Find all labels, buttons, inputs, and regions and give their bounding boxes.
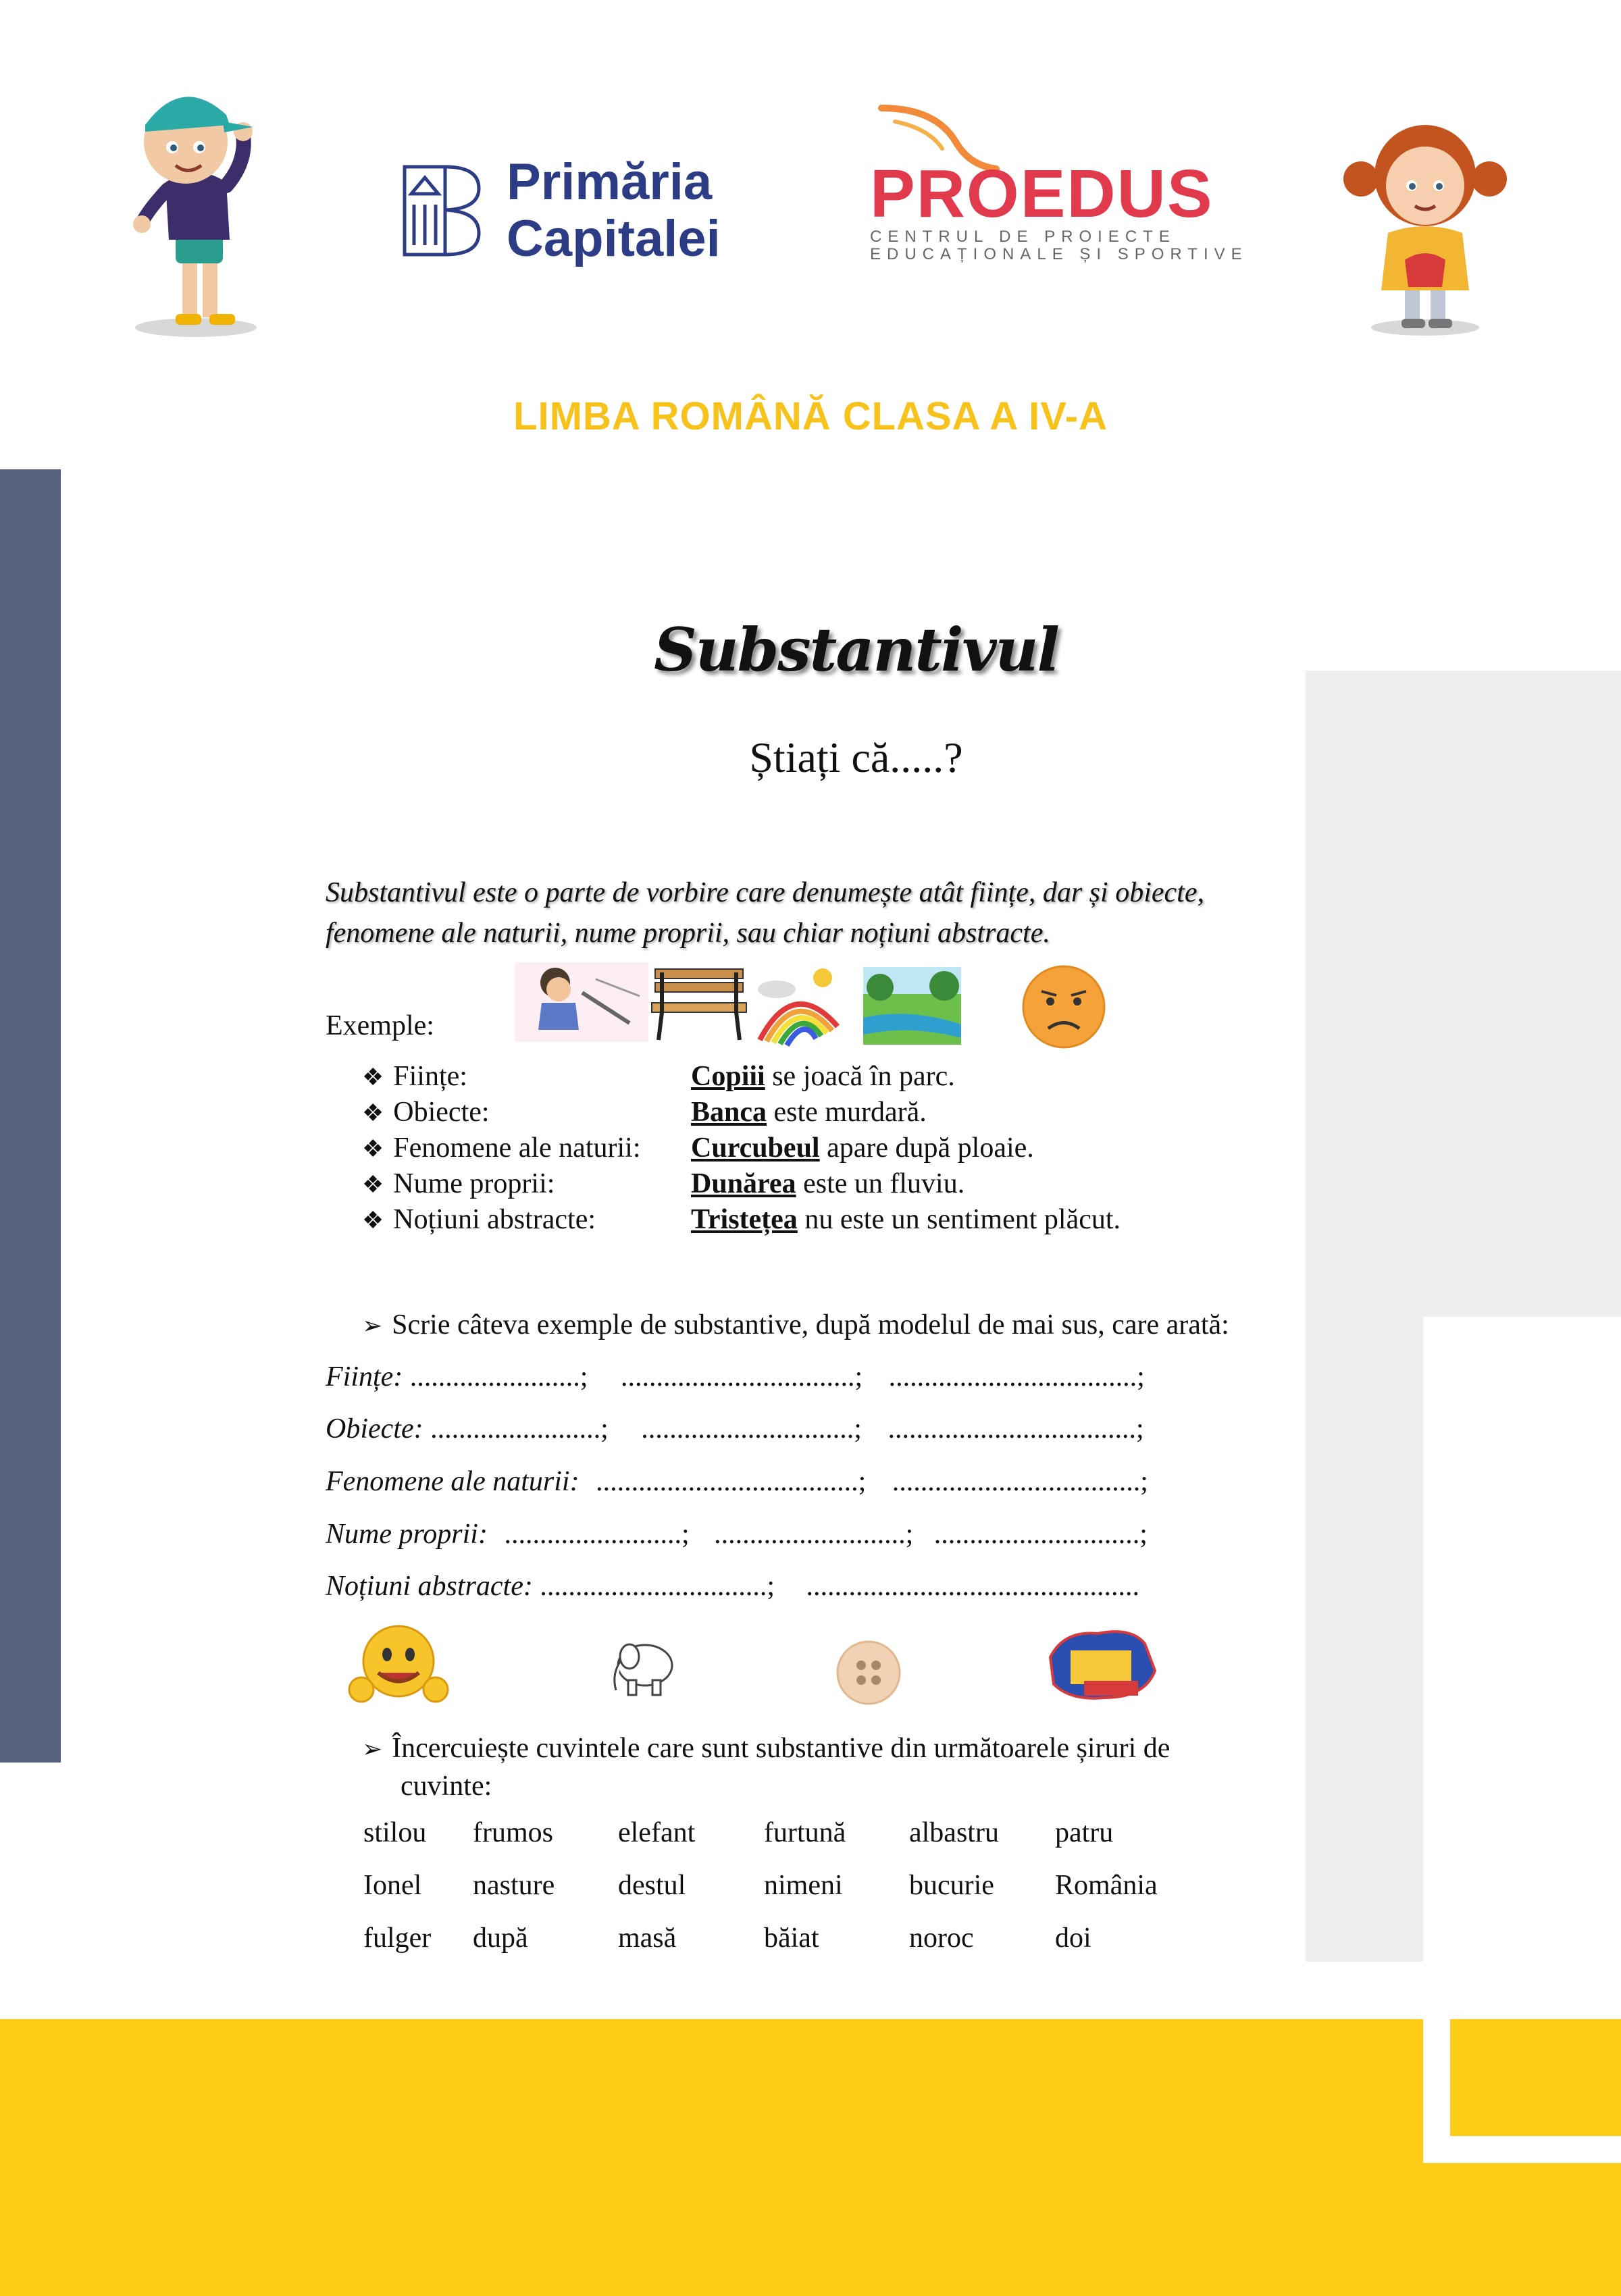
primaria-line2: Capitalei — [507, 210, 721, 267]
sad-face-icon — [1021, 964, 1106, 1049]
corner-frame-bottom — [1450, 2136, 1621, 2163]
word-option[interactable]: fulger — [363, 1923, 432, 1954]
answer-blank[interactable]: ...........................; — [714, 1519, 914, 1550]
page-subtitle: Știați că.....? — [749, 733, 963, 781]
diamond-bullet-icon: ❖ — [362, 1099, 384, 1126]
thumbs-up-smiley-icon — [348, 1622, 449, 1706]
exercise1-label: Noțiuni abstracte: — [326, 1571, 533, 1602]
example-rest: este murdară. — [767, 1097, 927, 1128]
primaria-logo-icon — [402, 164, 482, 257]
answer-blank[interactable]: ...................................; — [888, 1361, 1145, 1392]
exercise1-label: Obiecte: — [326, 1413, 423, 1444]
answer-blank[interactable]: ................................; — [540, 1571, 775, 1602]
example-rest: apare după ploaie. — [819, 1132, 1034, 1164]
river-landscape-illustration — [863, 967, 961, 1045]
subject-heading: LIMBA ROMÂNĂ CLASA A IV-A — [513, 394, 1108, 438]
answer-blank[interactable]: ...................................; — [887, 1413, 1144, 1444]
proedus-logo-text: PROEDUS — [870, 156, 1214, 232]
exercise1-line-nume-proprii — [326, 1518, 1148, 1550]
example-category: Fenomene ale naturii: — [393, 1132, 641, 1164]
answer-blank[interactable]: .........................; — [504, 1519, 690, 1550]
exercise1-line-fiinte — [326, 1361, 1145, 1393]
example-rest: nu este un sentiment plăcut. — [797, 1204, 1121, 1235]
exercise1-instruction-text: Scrie câteva exemple de substantive, după modelul de mai sus, care arată: — [392, 1309, 1229, 1340]
example-noun: Copiii — [691, 1061, 765, 1092]
example-noun: Dunărea — [691, 1168, 796, 1199]
word-option[interactable]: nimeni — [764, 1870, 843, 1901]
example-row — [362, 1132, 1034, 1168]
example-rest: se joacă în parc. — [765, 1061, 955, 1092]
diamond-bullet-icon: ❖ — [362, 1171, 384, 1198]
answer-blank[interactable]: ...................................; — [892, 1466, 1148, 1497]
right-gray-panel-lower — [1306, 1317, 1423, 1962]
example-sentence — [691, 1203, 1121, 1236]
answer-blank[interactable]: ............................................... — [806, 1571, 1139, 1602]
answer-blank[interactable]: ........................; — [409, 1361, 588, 1392]
example-noun: Banca — [691, 1097, 767, 1128]
answer-blank[interactable]: .............................; — [933, 1519, 1148, 1550]
word-option[interactable]: nasture — [473, 1870, 555, 1901]
example-sentence — [691, 1096, 927, 1128]
word-option[interactable]: furtună — [764, 1817, 846, 1848]
example-category: Nume proprii: — [393, 1168, 555, 1199]
word-option[interactable]: Ionel — [363, 1870, 422, 1901]
definition-text: Substantivul este o parte de vorbire care denumește atât ființe, dar și obiecte, fenomene ale naturii, nume proprii, sau chiar noțiuni abstracte. — [326, 877, 1204, 949]
primaria-line1: Primăria — [507, 153, 713, 211]
word-option[interactable]: doi — [1055, 1923, 1091, 1954]
proedus-sub-line1: CENTRUL DE PROIECTE — [870, 228, 1176, 246]
button-object-icon — [835, 1640, 902, 1706]
child-drawing-illustration — [515, 962, 648, 1042]
word-option[interactable]: stilou — [363, 1817, 427, 1848]
example-rest: este un fluviu. — [796, 1168, 965, 1199]
word-option[interactable]: elefant — [618, 1817, 696, 1848]
exercise1-line-notiuni — [326, 1570, 1139, 1602]
example-category: Noțiuni abstracte: — [393, 1204, 596, 1235]
answer-blank[interactable]: ........................; — [430, 1413, 609, 1444]
answer-blank[interactable]: ..............................; — [641, 1413, 862, 1444]
example-sentence — [691, 1132, 1034, 1164]
exercise2-instruction-line2: cuvinte: — [401, 1771, 492, 1802]
proedus-logo-subtitle — [870, 228, 1248, 263]
word-option[interactable]: după — [473, 1923, 528, 1954]
bottom-yellow-band — [0, 2019, 1621, 2296]
diamond-bullet-icon: ❖ — [362, 1207, 384, 1234]
word-option[interactable]: noroc — [909, 1923, 974, 1954]
example-row — [362, 1203, 1121, 1239]
proedus-sub-line2: EDUCAȚIONALE ȘI SPORTIVE — [870, 245, 1248, 263]
diamond-bullet-icon: ❖ — [362, 1064, 384, 1091]
example-noun: Tristețea — [691, 1204, 798, 1235]
examples-label: Exemple: — [326, 1010, 434, 1041]
exercise1-label: Ființe: — [326, 1361, 403, 1392]
example-category: Obiecte: — [393, 1097, 490, 1128]
arrow-bullet-icon: ➢ — [362, 1312, 383, 1339]
page-title: Substantivul — [654, 615, 1058, 685]
elephant-outline-icon — [608, 1633, 679, 1700]
exercise1-label: Fenomene ale naturii: — [326, 1466, 580, 1497]
example-row — [362, 1060, 955, 1096]
girl-mascot-illustration — [1341, 101, 1510, 341]
exercise2-instruction — [362, 1730, 1170, 1805]
romania-map-icon — [1044, 1623, 1160, 1704]
exercise1-instruction — [362, 1309, 1229, 1341]
corner-yellow-inner — [1450, 2019, 1621, 2136]
exercise1-label: Nume proprii: — [326, 1519, 488, 1550]
example-row — [362, 1096, 927, 1132]
bench-illustration — [648, 959, 750, 1045]
word-option[interactable]: băiat — [764, 1923, 819, 1954]
exercise2-instruction-line1: Încercuiește cuvintele care sunt substantive din următoarele șiruri de — [392, 1733, 1170, 1764]
exercise1-line-obiecte — [326, 1413, 1144, 1445]
rainbow-illustration — [750, 966, 841, 1052]
example-sentence — [691, 1060, 955, 1093]
diamond-bullet-icon: ❖ — [362, 1135, 384, 1162]
word-option[interactable]: patru — [1055, 1817, 1114, 1848]
exercise1-line-fenomene — [326, 1465, 1148, 1498]
example-sentence — [691, 1168, 964, 1200]
example-noun: Curcubeul — [691, 1132, 820, 1164]
example-row — [362, 1168, 965, 1203]
answer-blank[interactable]: .....................................; — [596, 1466, 867, 1497]
word-option[interactable]: albastru — [909, 1817, 999, 1848]
word-option[interactable]: bucurie — [909, 1870, 994, 1901]
answer-blank[interactable]: .................................; — [620, 1361, 863, 1392]
examples-list — [362, 1060, 1121, 1239]
word-option[interactable]: masă — [618, 1923, 677, 1954]
primaria-logo-text — [507, 154, 721, 267]
word-option[interactable]: frumos — [473, 1817, 553, 1848]
example-category: Ființe: — [393, 1061, 467, 1092]
arrow-bullet-icon: ➢ — [362, 1736, 383, 1763]
word-option[interactable]: destul — [618, 1870, 686, 1901]
boy-mascot-illustration — [108, 68, 263, 351]
word-option[interactable]: România — [1055, 1870, 1158, 1901]
